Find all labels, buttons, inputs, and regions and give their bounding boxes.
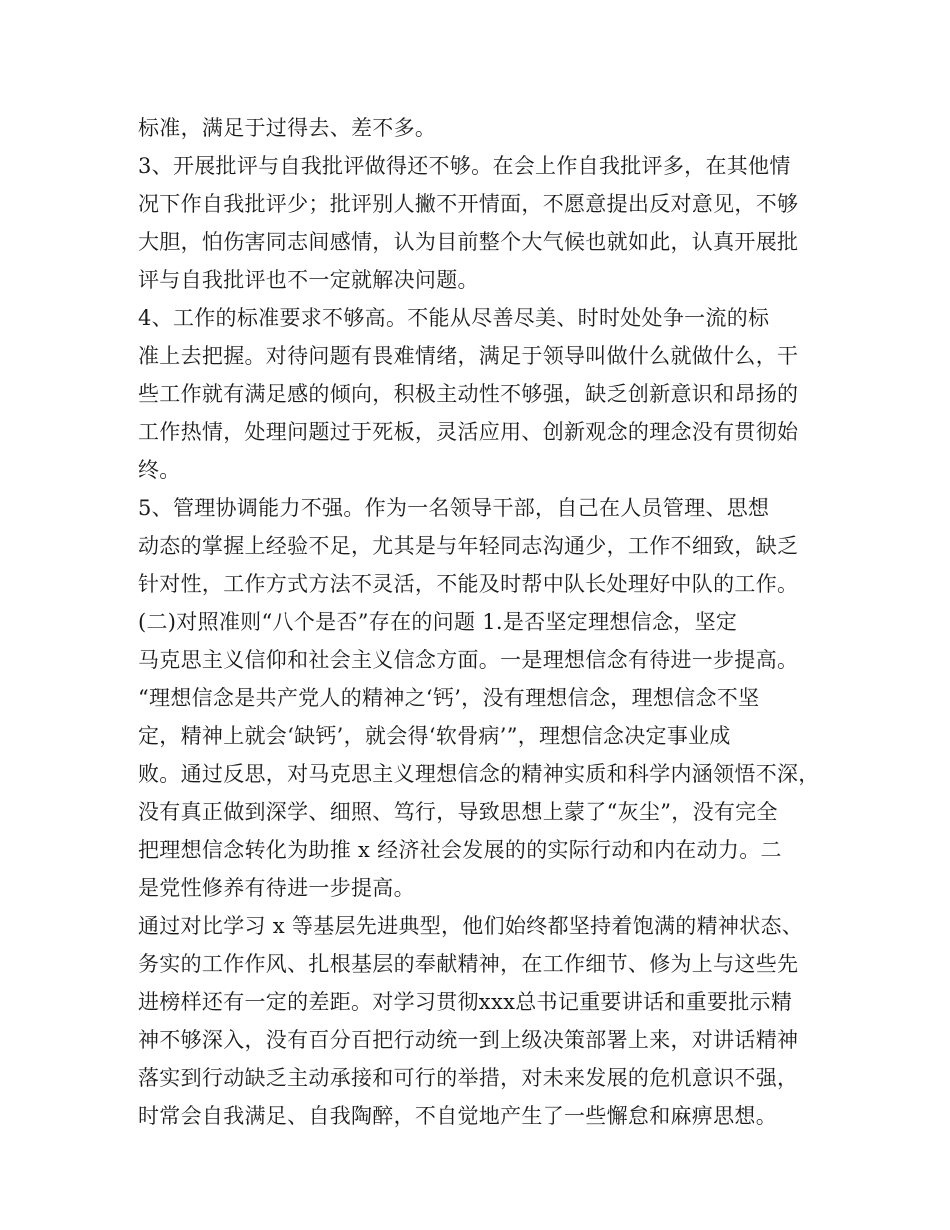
text-line: 通过对比学习 x 等基层先进典型，他们始终都坚持着饱满的精神状态、 — [138, 914, 804, 938]
text-line: 况下作自我批评少；批评别人撇不开情面，不愿意提出反对意见，不够 — [138, 192, 799, 216]
text-line: 神不够深入，没有百分百把行动统一到上级决策部署上来，对讲话精神 — [138, 1028, 799, 1052]
text-line: 定，精神上就会‘缺钙’，就会得‘软骨病’”，理想信念决定事业成 — [138, 724, 731, 748]
text-line: 标准，满足于过得去、差不多。 — [138, 116, 437, 140]
text-line: (二)对照准则“八个是否”存在的问题 1.是否坚定理想信念，坚定 — [138, 610, 738, 634]
text-line: 没有真正做到深学、细照、笃行，导致思想上蒙了“灰尘”，没有完全 — [138, 800, 778, 824]
text-line: 败。通过反思，对马克思主义理想信念的精神实质和科学内涵领悟不深， — [138, 762, 820, 786]
text-line: 大胆，怕伤害同志间感情，认为目前整个大气候也就如此，认真开展批 — [138, 230, 799, 254]
text-line: 落实到行动缺乏主动承接和可行的举措，对未来发展的危机意识不强， — [138, 1066, 799, 1090]
text-line: 把理想信念转化为助推 x 经济社会发展的的实际行动和内在动力。二 — [138, 838, 782, 862]
text-line: “理想信念是共产党人的精神之‘钙’，没有理想信念，理想信念不坚 — [138, 686, 760, 710]
text-line: 工作热情，处理问题过于死板，灵活应用、创新观念的理念没有贯彻始 — [138, 420, 799, 444]
text-line: 评与自我批评也不一定就解决问题。 — [138, 268, 479, 292]
text-line: 马克思主义信仰和社会主义信念方面。一是理想信念有待进一步提高。 — [138, 648, 799, 672]
text-line: 些工作就有满足感的倾向，积极主动性不够强，缺乏创新意识和昂扬的 — [138, 382, 799, 406]
text-line: 时常会自我满足、自我陶醉，不自觉地产生了一些懈怠和麻痹思想。 — [138, 1104, 777, 1128]
text-line: 5、管理协调能力不强。作为一名领导干部，自己在人员管理、思想 — [138, 496, 770, 520]
text-line: 终。 — [138, 458, 181, 482]
text-line: 针对性，工作方式方法不灵活，不能及时帮中队长处理好中队的工作。 — [138, 572, 799, 596]
text-line: 进榜样还有一定的差距。对学习贯彻xxx总书记重要讲话和重要批示精 — [138, 990, 793, 1014]
text-line: 3、开展批评与自我批评做得还不够。在会上作自我批评多，在其他情 — [138, 154, 791, 178]
text-line: 准上去把握。对待问题有畏难情绪，满足于领导叫做什么就做什么，干 — [138, 344, 799, 368]
text-line: 务实的工作作风、扎根基层的奉献精神，在工作细节、修为上与这些先 — [138, 952, 799, 976]
text-line: 4、工作的标准要求不够高。不能从尽善尽美、时时处处争一流的标 — [138, 306, 770, 330]
text-line: 是党性修养有待进一步提高。 — [138, 876, 415, 900]
text-line: 动态的掌握上经验不足，尤其是与年轻同志沟通少，工作不细致，缺乏 — [138, 534, 799, 558]
